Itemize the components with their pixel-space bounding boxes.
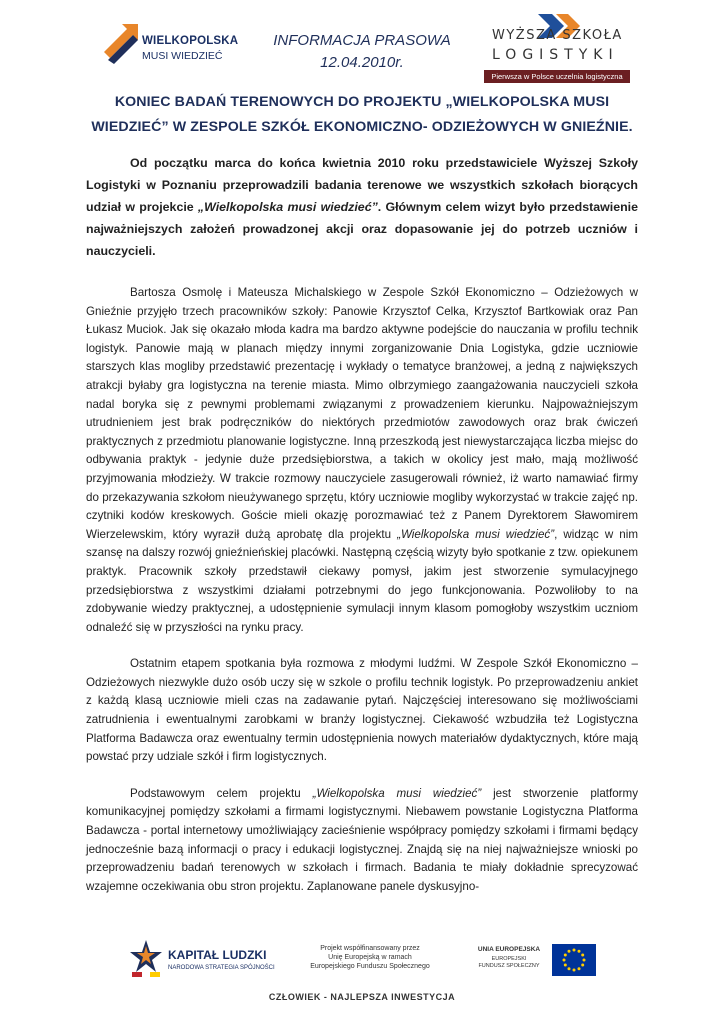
article-body xyxy=(86,152,638,914)
paragraph-3-project-name: „Wielkopolska musi wiedzieć” xyxy=(312,786,482,800)
project-note-line2: Unię Europejską w ramach xyxy=(328,954,412,961)
paragraph-3 xyxy=(86,785,638,897)
eu-flag-icon xyxy=(552,944,596,976)
project-cofinancing-note xyxy=(305,944,435,971)
eu-subtitle-line1: EUROPEJSKI xyxy=(491,956,527,962)
press-label: INFORMACJA PRASOWA xyxy=(273,32,451,49)
paragraph-1-project-name: „Wielkopolska musi wiedzieć” xyxy=(397,527,555,541)
page-title: KONIEC BADAŃ TERENOWYCH DO PROJEKTU „WIELKOPOLSKA MUSI WIEDZIEĆ” W ZESPOLE SZKÓŁ EKONOMICZNO- ODZIEŻOWYCH W GNIEŹNIE. xyxy=(91,94,633,135)
wsl-logo-line2: LOGISTYKI xyxy=(492,47,619,63)
paragraph-2: Ostatnim etapem spotkania była rozmowa z młodymi ludźmi. W Zespole Szkół Ekonomiczno – Odzieżowych niezwykle dużo osób uczy się w szkole o profilu technik logistyk. Po przeprowadzeniu ankiet z każdą klasą uczniowie mieli czas na zadawanie pytań. Najczęściej interesowano się możliwościami zatrudnienia i ewentualnymi zarobkami w branży logistycznej. Ciekawość wzbudziła też Logistyczna Platforma Badawcza oraz ewentualny termin udostępnienia nowych materiałów dydaktycznych, które mają powstać przy udziale szkół i firm logistycznych. xyxy=(86,657,638,764)
wielkopolska-arrow-logo-icon xyxy=(100,22,140,66)
lead-text-1: Od początku marca do końca kwietnia 2010 roku przedstawiciele Wyższej Szkoły Logistyki w Poznaniu przeprowadzili badania terenowe we wszystkich szkołach biorących udział w projekcie xyxy=(86,156,638,214)
wielkopolska-logo-line2: MUSI WIEDZIEĆ xyxy=(142,50,223,62)
eu-subtitle xyxy=(470,956,548,970)
wielkopolska-logo-line1: WIELKOPOLSKA xyxy=(142,35,239,47)
footer-logos xyxy=(0,930,724,1024)
eu-logo xyxy=(470,944,600,984)
press-date: 12.04.2010r. xyxy=(320,54,404,71)
paragraph-3-text-1: Podstawowym celem projektu xyxy=(130,786,313,800)
wsl-logo xyxy=(480,14,630,84)
wsl-tagline: Pierwsza w Polsce uczelnia logistyczna xyxy=(491,72,623,81)
paragraph-1-text-2: , widząc w nim szansę na dalszy rozwój gnieźnieńskiej placówki. Następną częścią wizyty było spotkanie z tzw. opiekunem praktyk. Pracownik szkoły przedstawił ciekawy pomysł, jakim jest stworzenie symulacyjnego przedsiębiorstwa z wszystkimi działami potrzebnymi do jego funkcjonowania. Pozwoliłoby to na zdobywanie wiedzy praktycznej, a udostępnienie symulacji innym klasom pomogłoby wszystkim uczniom odnaleźć się w przyszłości na rynku pracy. xyxy=(86,527,638,634)
paragraph-1-text-1: Bartosza Osmolę i Mateusza Michalskiego w Zespole Szkół Ekonomiczno – Odzieżowych w Gnieźnie przyjęło trzech pracowników szkoły: Panowie Krzysztof Celka, Krzysztof Bartkowiak oraz Pan Łukasz Muciok. Jak się okazało młoda kadra ma bardzo aktywne podejście do nauczania w profilu technik logistyk. Panowie mają w planach między innymi zorganizowanie Dnia Logistyka, gdzie uczniowie starszych klas mogliby przedstawić prezentację i wykłady o tematyce branżowej, a jedną z największych atrakcji byłaby gra logistyczna na terenie miasta. Mimo olbrzymiego zaangażowania nauczycieli szkoła nadal boryka się z pewnymi problemami związanymi z prowadzeniem kierunku. Najpoważniejszym utrudnieniem jest brak podręczników do niektórych przedmiotów zawodowych oraz brak ćwiczeń praktycznych z przedmiotu planowanie logistyczne. Inną przeszkodą jest niewystarczająca liczba miejsc do odbywania praktyk - jedynie duże przedsiębiorstwa, a takich w okolicy jest mało, mają możliwość przyjmowania młodzieży. W trakcie rozmowy nauczyciele zasugerowali również, iż warto namawiać firmy do przekazywania szkołom nieużywanego sprzętu, który uczniowie mogliby wykorzystać w trakcie zajęć np. czytniki kodów kreskowych. Goście mieli okazję porozmawiać też z Panem Dyrektorem Sławomirem Wierzelewskim, który wyraził dużą aprobatę dla projektu xyxy=(86,286,638,541)
kapital-ludzki-subtitle: NARODOWA STRATEGIA SPÓJNOŚCI xyxy=(168,965,275,971)
wsl-tagline-bar xyxy=(484,70,630,83)
project-note-line1: Projekt współfinansowany przez xyxy=(320,945,420,952)
paragraph-3-text-2: jest stworzenie platformy komunikacyjnej pomiędzy szkołami a firmami logistycznymi. Niebawem powstanie Logistyczna Platforma Badawcza - portal internetowy umożliwiający zacieśnienie współpracy pomiędzy szkołami i firmami będący jednocześnie bazą informacji o pracy i edukacji logistycznej. Znajdą się na niej najważniejsze wnioski po przeprowadzeniu badań terenowych w szkołach i firmach. Badania te miały dokładnie sprecyzować wzajemne oczekiwania obu stron projektu. Zaplanowane panele dyskusyjno- xyxy=(86,786,639,893)
lead-text-2: . Głównym celem wizyt było przedstawienie najważniejszych założeń prowadzonej akcji oraz dopasowanie jej do potrzeb uczniów i nauczycieli. xyxy=(86,200,638,258)
press-header xyxy=(262,30,462,74)
kapital-ludzki-title: KAPITAŁ LUDZKI xyxy=(168,948,267,962)
project-note-line3: Europejskiego Funduszu Społecznego xyxy=(310,963,430,970)
kapital-ludzki-logo xyxy=(128,938,298,984)
wsl-logo-line1: WYŻSZA SZKOŁA xyxy=(492,28,623,43)
paragraph-1 xyxy=(86,284,638,637)
wielkopolska-logo xyxy=(100,22,250,72)
kapital-ludzki-star-icon xyxy=(128,938,164,978)
eu-subtitle-line2: FUNDUSZ SPOŁECZNY xyxy=(478,963,540,969)
eu-title: UNIA EUROPEJSKA xyxy=(477,946,541,953)
lead-project-name: „Wielkopolska musi wiedzieć” xyxy=(197,200,378,214)
lead-paragraph xyxy=(86,152,638,262)
footer-motto: CZŁOWIEK - NAJLEPSZA INWESTYCJA xyxy=(268,992,456,1002)
